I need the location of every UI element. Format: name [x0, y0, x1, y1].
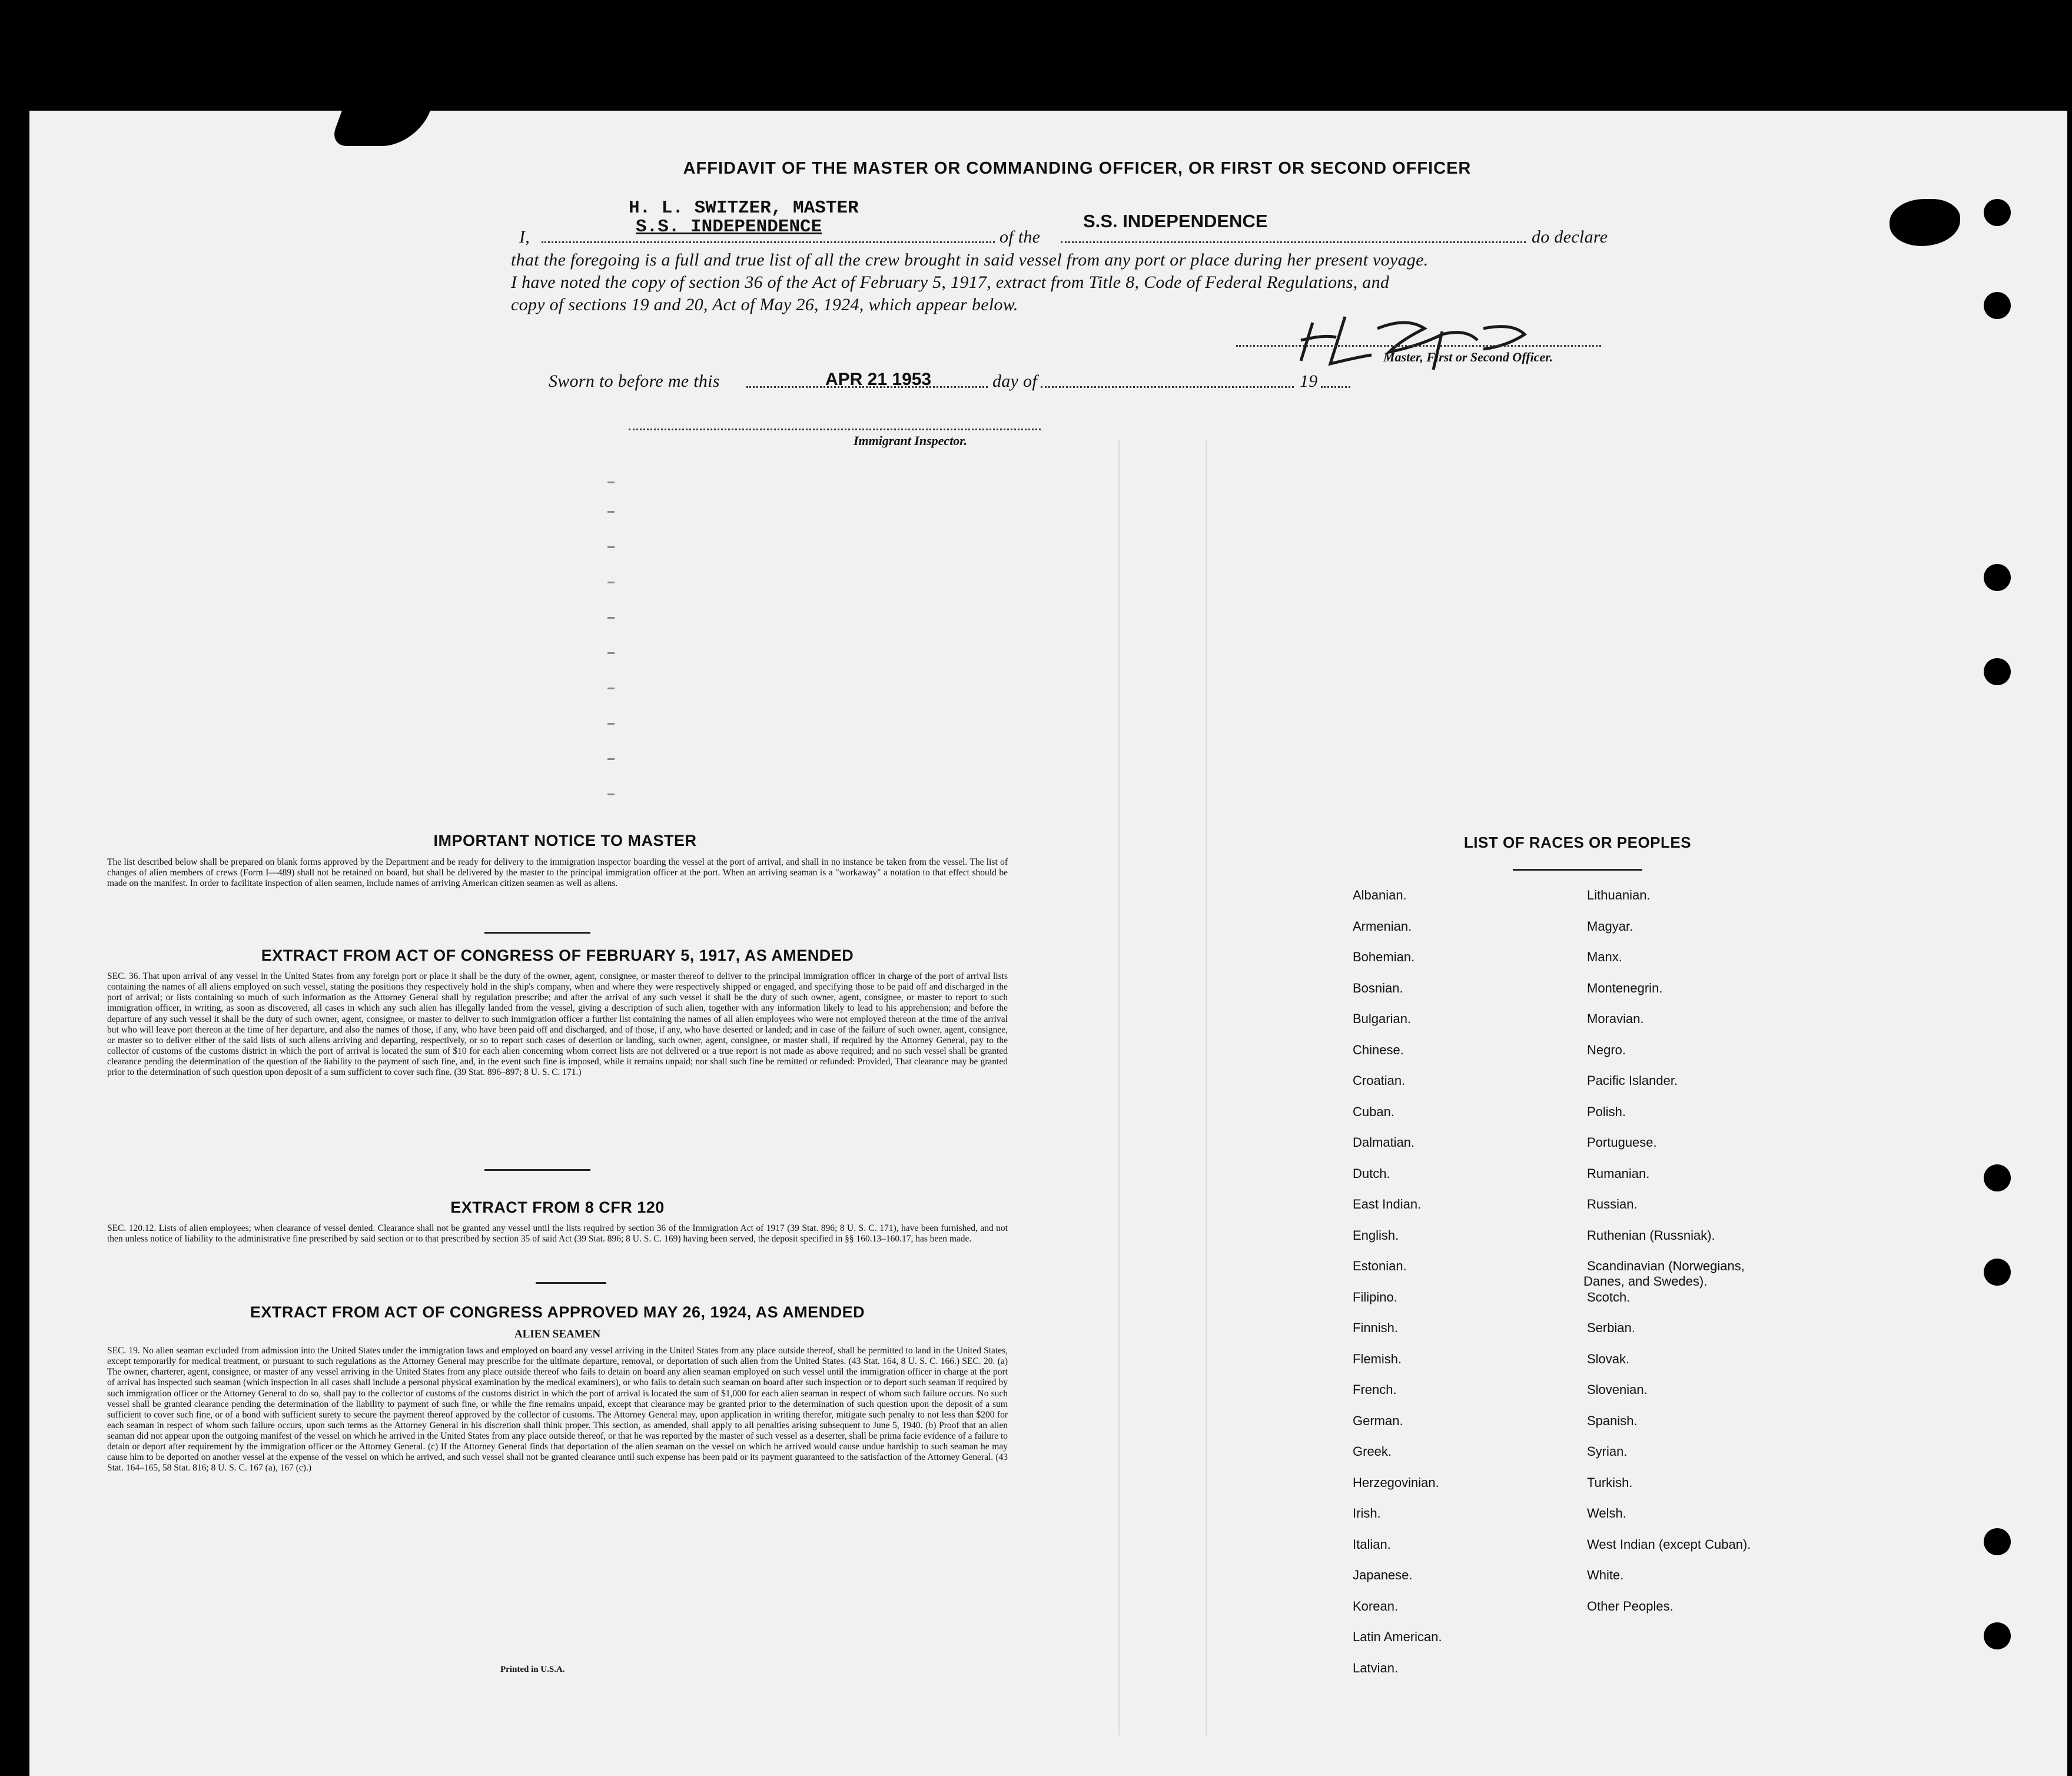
race-item: Greek.	[1353, 1444, 1392, 1459]
race-item: Finnish.	[1353, 1320, 1399, 1335]
torn-corner-blot	[329, 111, 430, 146]
section-divider	[536, 1282, 606, 1284]
dash-mark	[607, 758, 615, 760]
extract-1924-text: SEC. 19. No alien seaman excluded from admission into the United States under the immigration laws and employed on board any vessel arriving in the United States from any place outside thereof, shall be permitted to land in the United States, except temporarily for medical treatment, or pursuant to such regulations as the Attorney General may prescribe for the ultimate departure, removal, or deportation of such alien from the United States. (43 Stat. 164, 8 U. S. C. 166.) SEC. 20. (a) The owner, charterer, agent, consignee, or master of any vessel arriving in the United States from any place outside thereof who fails to detain on board any alien seaman employed on such vessel until the immigration officer in charge at the port of arrival has inspected such seaman (which inspection in all cases shall include a personal physical examination by the medical examiners), or who fails to detain such seaman on board after such inspection or to deport such seaman if required by such immigration officer or the Attorney General to do so, shall pay to the collector of customs of the customs district in which the port of arrival is located the sum of $1,000 for each alien seaman in respect of whom such failure occurs. No such vessel shall be granted clearance pending the determination of the liability to payment of such fine, or while the fine remains unpaid, except that clearance may be granted prior to the determination of such question upon the deposit of a sum sufficient to cover such fine, or of a bond with sufficient surety to secure the payment thereof approved by the collector of customs. The Attorney General may, upon application in writing therefor, mitigate such penalty to not less than $200 for each seaman in respect of whom such failure occurs, upon such terms as the Attorney General in his discretion shall think proper. This section, as amended, shall apply to all penalties arising subsequent to June 5, 1940. (b) Proof that an alien seaman did not appear upon the outgoing manifest of the vessel on which he arrived in the United States from any place outside thereof, or that he was reported by the master of such vessel as a deserter, shall be prima facie evidence of a failure to detain or deport after requirement by the immigration officer or the Attorney General. (c) If the Attorney General finds that deportation of the alien seaman on the vessel on which he arrived would cause undue hardship to such seaman he may cause him to be deported on another vessel at the expense of the vessel on which he arrived, and such vessel shall not be granted clearance until such expense has been paid or its payment guaranteed to the satisfaction of the Attorney General. (43 Stat. 164–165, 58 Stat. 816; 8 U. S. C. 167 (a), 167 (c).)	[107, 1346, 1008, 1473]
dash-mark	[607, 582, 615, 583]
section-divider	[484, 932, 590, 934]
races-heading-rule	[1513, 869, 1642, 871]
race-item: Croatian.	[1353, 1073, 1406, 1088]
bleed-through-line	[1118, 440, 1120, 1735]
punch-hole	[1984, 1259, 2011, 1286]
race-item: Cuban.	[1353, 1104, 1394, 1119]
year-blank	[1321, 386, 1350, 388]
extract-cfr-heading: EXTRACT FROM 8 CFR 120	[450, 1199, 665, 1216]
name-blank	[542, 241, 995, 243]
affidavit-line-2: that the foregoing is a full and true list of all the crew brought in said vessel from any port or place during her present voyage.	[511, 250, 1429, 270]
race-item: Slovenian.	[1587, 1382, 1648, 1397]
punch-hole	[1984, 658, 2011, 685]
race-item: French.	[1353, 1382, 1397, 1397]
race-item: Lithuanian.	[1587, 888, 1651, 902]
dash-mark	[607, 482, 615, 483]
inspector-caption: Immigrant Inspector.	[854, 433, 968, 448]
race-item: Korean.	[1353, 1598, 1399, 1614]
race-item: Montenegrin.	[1587, 980, 1663, 995]
punch-hole	[1984, 199, 2011, 226]
race-item: Japanese.	[1353, 1568, 1413, 1582]
race-item: Flemish.	[1353, 1351, 1402, 1366]
race-item: Spanish.	[1587, 1413, 1638, 1428]
race-item: Polish.	[1587, 1104, 1626, 1119]
race-item: Rumanian.	[1587, 1166, 1650, 1181]
race-item: Filipino.	[1353, 1289, 1397, 1304]
signature-line	[1236, 345, 1601, 347]
notice-heading: IMPORTANT NOTICE TO MASTER	[433, 832, 697, 849]
sworn-label: Sworn to before me this	[549, 371, 720, 391]
section-divider	[484, 1169, 590, 1171]
typed-master-name: H. L. SWITZER, MASTER	[629, 198, 859, 218]
extract-1924-heading: EXTRACT FROM ACT OF CONGRESS APPROVED MAY 26, 1924, AS AMENDED	[250, 1303, 865, 1321]
race-item: Magyar.	[1587, 918, 1633, 934]
inspector-signature-line	[629, 429, 1041, 430]
punch-hole	[1984, 564, 2011, 591]
race-item: Armenian.	[1353, 918, 1412, 934]
typed-vessel-name-under: S.S. INDEPENDENCE	[636, 217, 822, 237]
race-item: Irish.	[1353, 1506, 1381, 1521]
extract-cfr-text: SEC. 120.12. Lists of alien employees; when clearance of vessel denied. Clearance shall not be granted any vessel until the lists required by section 36 of the Immigration Act of 1917 (39 Stat. 896; 8 U. S. C. 171), have been furnished, and not then unless notice of liability to the administrative fine prescribed by said section or to that prescribed by section 35 of said Act (39 Stat. 896; 8 U. S. C. 169) having been served, the deposit specified in §§ 160.13–160.17, has been made.	[107, 1223, 1008, 1244]
race-item: Bohemian.	[1353, 950, 1415, 964]
race-item: Moravian.	[1587, 1011, 1644, 1026]
dash-mark	[607, 617, 615, 619]
race-item: Chinese.	[1353, 1042, 1404, 1057]
race-item: Serbian.	[1587, 1320, 1635, 1335]
dash-mark	[607, 652, 615, 654]
typed-vessel: S.S. INDEPENDENCE	[1083, 211, 1268, 231]
notice-text: The list described below shall be prepared on blank forms approved by the Department and be ready for delivery to the immigration inspector boarding the vessel at the port of arrival, and shall in no instance be taken from the vessel. The list of changes of alien members of crews (Form I—489) shall not be retained on board, but shall be delivered by the master to the principal immigration officer at the port. When an arriving seaman is a "workaway" a notation to that effect should be made on the manifest. In order to facilitate inspection of alien seamen, include names of arriving American citizen seamen as well as aliens.	[107, 857, 1008, 889]
ink-blot	[1890, 199, 1960, 246]
race-item: Welsh.	[1587, 1506, 1626, 1521]
year-label: 19	[1300, 371, 1318, 391]
punch-hole	[1984, 1528, 2011, 1555]
bleed-through-line	[1206, 440, 1207, 1735]
race-item: Russian.	[1587, 1197, 1638, 1211]
handwritten-signature	[1289, 305, 1542, 376]
race-item: Syrian.	[1587, 1444, 1628, 1459]
race-item: Bulgarian.	[1353, 1011, 1412, 1026]
extract-1924-subtitle: ALIEN SEAMEN	[514, 1328, 601, 1340]
affidavit-title: AFFIDAVIT OF THE MASTER OR COMMANDING OFFICER, OR FIRST OR SECOND OFFICER	[683, 159, 1472, 178]
race-item: Dutch.	[1353, 1166, 1390, 1181]
date-stamp: APR 21 1953	[825, 370, 932, 389]
race-item: Scotch.	[1587, 1289, 1631, 1304]
extract-1917-heading: EXTRACT FROM ACT OF CONGRESS OF FEBRUARY 5, 1917, AS AMENDED	[261, 947, 854, 964]
race-item: Italian.	[1353, 1536, 1391, 1552]
affidavit-i-label: I,	[519, 227, 530, 247]
extract-1917-text: SEC. 36. That upon arrival of any vessel in the United States from any foreign port or place it shall be the duty of the owner, agent, consignee, or master thereof to deliver to the principal immigration officer in charge of the port of arrival lists containing the names of all aliens employed on such vessel, stating the positions they respectively hold in the ship's company, when and where they were respectively shipped or engaged, and specifying those to be paid off and discharged in the port of arrival; or lists containing so much of such information as the Attorney General shall by regulation prescribe; and after the arrival of any such vessel it shall be the duty of such owner, agent, consignee, or master to report to such immigration officer, in writing, as soon as discovered, all cases in which any such alien has illegally landed from the vessel, giving a description of such alien, together with any information likely to lead to his apprehension; and before the departure of any such vessel it shall be the duty of such owner, agent, consignee, or master to deliver to such immigration officer a further list containing the names of all alien employees who were not employed thereon at the time of the arrival but who will leave port thereon at the time of her departure, and also the names of those, if any, who have been paid off and discharged, and of those, if any, who have deserted or landed; and in case of the failure of such owner, agent, consignee, or master so to deliver either of the said lists of such aliens arriving and departing, respectively, or so to report such cases of desertion or landing, such owner, agent, consignee, or master shall, if required by the Attorney General, pay to the collector of customs of the customs district in which the port of arrival is located the sum of $10 for each alien concerning whom correct lists are not delivered or a true report is not made as above required; and no such vessel shall be granted clearance pending the determination of the question of the liability to the payment of such fine, and, in the event such fine is imposed, while it remains unpaid; nor shall such fine be remitted or refunded: Provided, That clearance may be granted prior to the determination of such question upon deposit of a sum sufficient to cover such fine. (39 Stat. 896–897; 8 U. S. C. 171.)	[107, 971, 1008, 1078]
race-item: English.	[1353, 1227, 1399, 1243]
race-item: Portuguese.	[1587, 1135, 1657, 1150]
race-item: Albanian.	[1353, 888, 1407, 902]
dash-mark	[607, 511, 615, 513]
document-page	[29, 111, 2067, 1776]
race-item: Slovak.	[1587, 1351, 1630, 1366]
vessel-blank	[1061, 241, 1526, 243]
punch-hole	[1984, 1622, 2011, 1649]
race-item: German.	[1353, 1413, 1403, 1428]
race-item: West Indian (except Cuban).	[1587, 1536, 1751, 1552]
race-item: Latin American.	[1353, 1629, 1442, 1644]
dash-mark	[607, 794, 615, 795]
race-item: Estonian.	[1353, 1259, 1407, 1273]
race-item: Turkish.	[1587, 1475, 1633, 1490]
of-the-label: of the	[1000, 227, 1041, 247]
affidavit-line-3: I have noted the copy of section 36 of the Act of February 5, 1917, extract from Title 8, Code of Federal Regulations, and	[511, 273, 1390, 292]
race-item: Dalmatian.	[1353, 1135, 1415, 1150]
printed-in-usa: Printed in U.S.A.	[500, 1665, 565, 1674]
do-declare-label: do declare	[1532, 227, 1608, 247]
affidavit-line-4: copy of sections 19 and 20, Act of May 26, 1924, which appear below.	[511, 295, 1018, 314]
dash-mark	[607, 688, 615, 689]
race-item: Bosnian.	[1353, 980, 1403, 995]
punch-hole	[1984, 1164, 2011, 1191]
punch-hole	[1984, 292, 2011, 319]
race-item: Scandinavian (Norwegians,	[1587, 1259, 1745, 1273]
race-item: White.	[1587, 1568, 1624, 1582]
race-item: Ruthenian (Russniak).	[1587, 1227, 1715, 1243]
race-item: Herzegovinian.	[1353, 1475, 1439, 1490]
sworn-month-blank	[1041, 386, 1294, 388]
race-item: East Indian.	[1353, 1197, 1422, 1211]
race-item: Pacific Islander.	[1587, 1073, 1678, 1088]
signature-caption: Master, First or Second Officer.	[1383, 350, 1553, 364]
race-item: Latvian.	[1353, 1660, 1399, 1675]
day-of-label: day of	[992, 371, 1037, 391]
race-item: Manx.	[1587, 950, 1622, 964]
dash-mark	[607, 723, 615, 725]
dash-mark	[607, 546, 615, 548]
race-item: Danes, and Swedes).	[1583, 1274, 1708, 1289]
race-item: Negro.	[1587, 1042, 1626, 1057]
races-heading: LIST OF RACES OR PEOPLES	[1463, 834, 1692, 851]
race-item: Other Peoples.	[1587, 1598, 1673, 1614]
